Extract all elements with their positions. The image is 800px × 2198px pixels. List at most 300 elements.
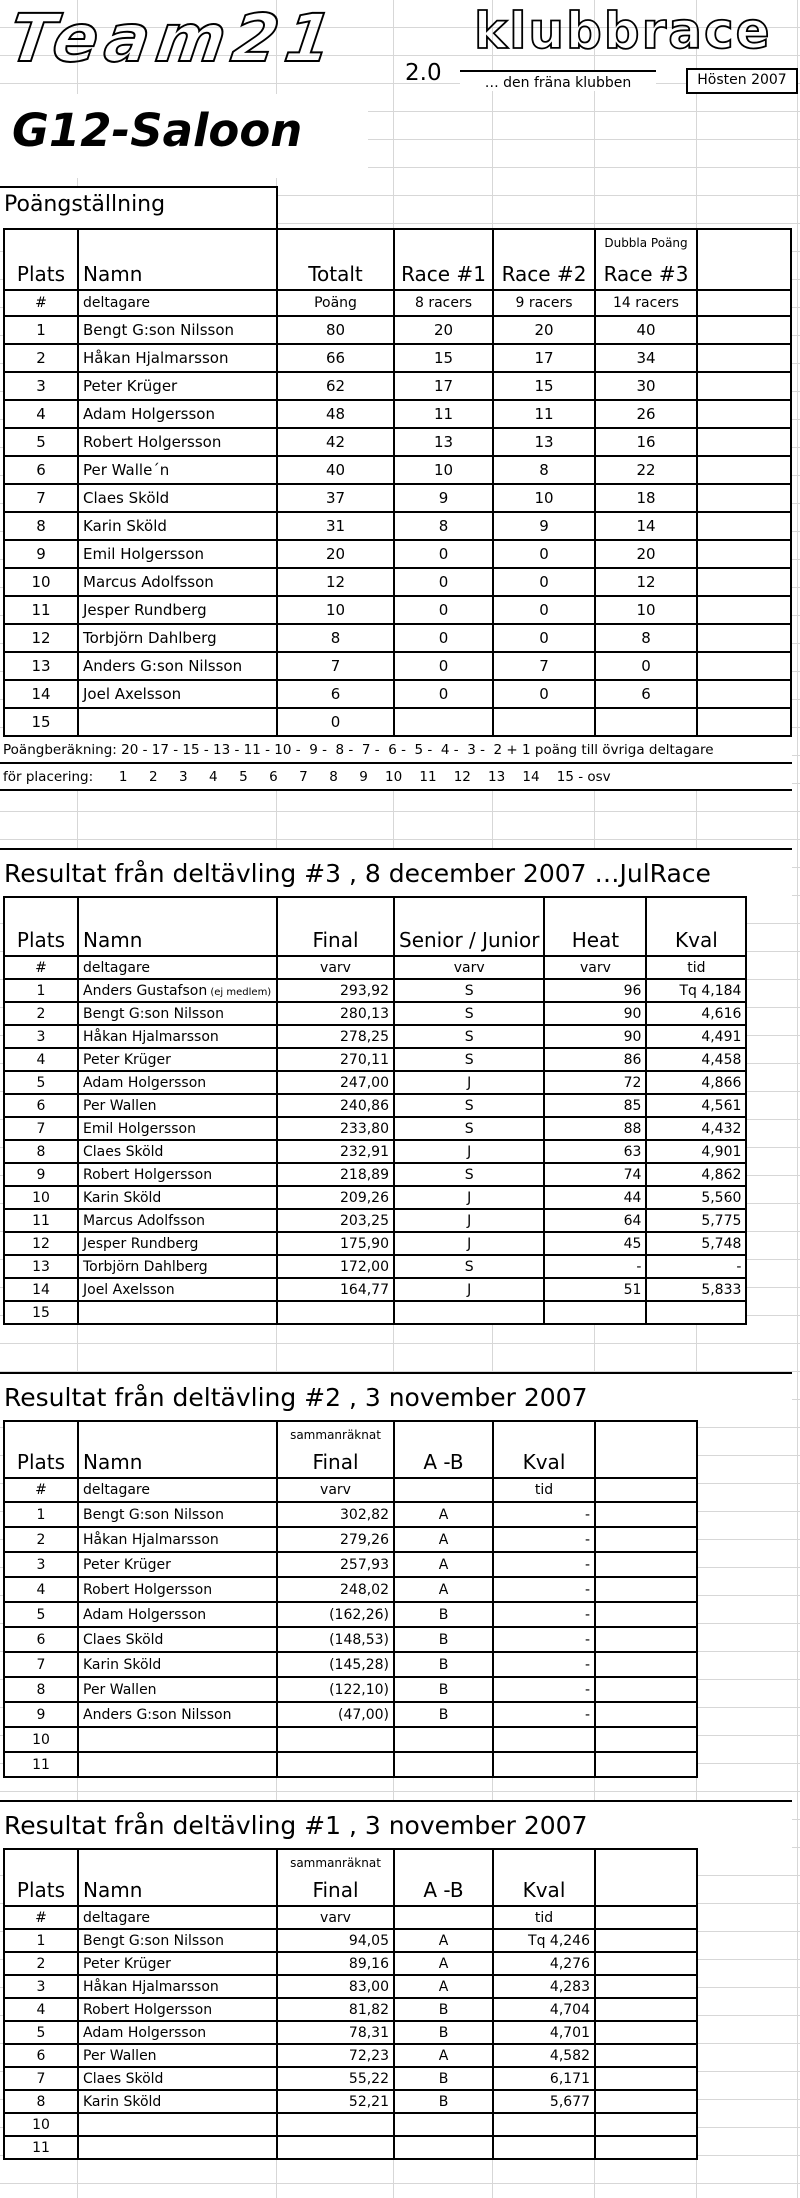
table-cell: Peter Krüger: [78, 372, 277, 400]
subheader-final: varv: [277, 1478, 394, 1502]
table-row: [4, 1752, 697, 1777]
subheader-kval: tid: [493, 1478, 595, 1502]
table-cell: 0: [493, 540, 595, 568]
subheader-namn: deltagare: [78, 290, 277, 316]
subheader-race2: 9 racers: [493, 290, 595, 316]
table-cell: 4,283: [493, 1975, 595, 1998]
table-cell: 2: [4, 344, 78, 372]
subheader-empty: [595, 1478, 697, 1502]
table-cell: [595, 1929, 697, 1952]
table-cell: Bengt G:son Nilsson: [78, 1002, 277, 1025]
table-cell: Robert Holgersson: [78, 1163, 277, 1186]
table-cell: [595, 1975, 697, 1998]
table-cell: Anders G:son Nilsson: [78, 652, 277, 680]
race3-section: [0, 848, 800, 1325]
table-cell: 209,26: [277, 1186, 394, 1209]
table-cell: 7: [4, 1652, 78, 1677]
table-cell: Peter Krüger: [78, 1048, 277, 1071]
subheader-empty: [697, 290, 791, 316]
table-cell: 37: [277, 484, 394, 512]
table-cell: [78, 1301, 277, 1324]
table-cell: Claes Sköld: [78, 1627, 277, 1652]
table-cell: 8: [277, 624, 394, 652]
table-cell: 2: [4, 1952, 78, 1975]
table-row: [4, 2136, 697, 2159]
table-cell: 81,82: [277, 1998, 394, 2021]
table-cell: 48: [277, 400, 394, 428]
table-cell: [595, 1552, 697, 1577]
table-cell: 1: [4, 316, 78, 344]
column-header-empty: [595, 1849, 697, 1906]
subheader-final: varv: [277, 1906, 394, 1929]
table-cell: [277, 1752, 394, 1777]
table-cell: [394, 1727, 493, 1752]
table-cell: 4,276: [493, 1952, 595, 1975]
table-cell: 86: [544, 1048, 646, 1071]
subheader-namn: deltagare: [78, 1906, 277, 1929]
table-cell: 1: [4, 1929, 78, 1952]
table-cell: 0: [493, 624, 595, 652]
table-cell: 240,86: [277, 1094, 394, 1117]
table-cell: 44: [544, 1186, 646, 1209]
table-cell: 8: [4, 512, 78, 540]
table-row: [4, 540, 791, 568]
table-cell: [595, 2044, 697, 2067]
table-cell: 9: [493, 512, 595, 540]
table-cell: [394, 2136, 493, 2159]
table-cell: -: [493, 1702, 595, 1727]
table-cell: A: [394, 1552, 493, 1577]
table-cell: J: [394, 1278, 544, 1301]
table-cell: [595, 2067, 697, 2090]
table-cell: 16: [595, 428, 697, 456]
table-cell: S: [394, 1094, 544, 1117]
table-cell: 88: [544, 1117, 646, 1140]
table-cell: Jesper Rundberg: [78, 596, 277, 624]
table-cell: [697, 596, 791, 624]
table-row: [4, 2021, 697, 2044]
table-cell: 0: [394, 624, 493, 652]
subheader-namn: deltagare: [78, 956, 277, 979]
table-cell: Karin Sköld: [78, 2090, 277, 2113]
table-cell: [78, 1727, 277, 1752]
column-header-namn: Namn: [78, 1849, 277, 1906]
table-cell: Håkan Hjalmarsson: [78, 344, 277, 372]
table-cell: 247,00: [277, 1071, 394, 1094]
table-cell: 4,862: [646, 1163, 746, 1186]
table-cell: 3: [4, 372, 78, 400]
table-cell: J: [394, 1209, 544, 1232]
table-cell: 8: [4, 1140, 78, 1163]
table-cell: 8: [394, 512, 493, 540]
column-header-final: sammanräknat Final: [277, 1849, 394, 1906]
table-row: [4, 1702, 697, 1727]
table-cell: 4: [4, 1577, 78, 1602]
cell-note: (ej medlem): [207, 986, 272, 998]
table-row: [4, 1652, 697, 1677]
table-cell: 9: [4, 1702, 78, 1727]
table-cell: 7: [4, 484, 78, 512]
table-row: [4, 1952, 697, 1975]
table-row: [4, 1998, 697, 2021]
table-cell: -: [493, 1502, 595, 1527]
table-cell: 6: [4, 2044, 78, 2067]
table-cell: [394, 1301, 544, 1324]
table-cell: [595, 1752, 697, 1777]
race1-body: [4, 1929, 697, 2159]
table-cell: [78, 708, 277, 736]
table-cell: [78, 2113, 277, 2136]
table-cell: 13: [4, 652, 78, 680]
table-cell: Adam Holgersson: [78, 1602, 277, 1627]
table-cell: Per Walle´n: [78, 456, 277, 484]
table-cell: Torbjörn Dahlberg: [78, 1255, 277, 1278]
table-cell: B: [394, 2090, 493, 2113]
table-cell: 4,458: [646, 1048, 746, 1071]
table-cell: Bengt G:son Nilsson: [78, 1929, 277, 1952]
scoring-footnote: Poängberäkning: 20 - 17 - 15 - 13 - 11 - 10 - 9 - 8 - 7 - 6 - 5 - 4 - 3 - 2 + 1 poäng till övriga deltagare: [0, 737, 792, 764]
table-cell: 15: [394, 344, 493, 372]
table-cell: Bengt G:son Nilsson: [78, 316, 277, 344]
table-cell: [595, 2113, 697, 2136]
table-cell: 12: [4, 1232, 78, 1255]
table-cell: [595, 1577, 697, 1602]
table-cell: 13: [493, 428, 595, 456]
table-cell: 17: [493, 344, 595, 372]
table-cell: [277, 2136, 394, 2159]
table-cell: 11: [4, 596, 78, 624]
table-cell: [277, 1301, 394, 1324]
table-cell: [595, 1952, 697, 1975]
table-cell: 72: [544, 1071, 646, 1094]
table-cell: 0: [394, 596, 493, 624]
table-cell: 5,560: [646, 1186, 746, 1209]
table-cell: [394, 2113, 493, 2136]
table-cell: 9: [4, 1163, 78, 1186]
table-row: [4, 1301, 746, 1324]
table-cell: 233,80: [277, 1117, 394, 1140]
table-cell: 278,25: [277, 1025, 394, 1048]
table-row: [4, 624, 791, 652]
table-cell: Per Wallen: [78, 2044, 277, 2067]
table-row: [4, 1278, 746, 1301]
table-cell: 4: [4, 1998, 78, 2021]
table-cell: Marcus Adolfsson: [78, 568, 277, 596]
table-cell: Claes Sköld: [78, 1140, 277, 1163]
table-cell: 3: [4, 1025, 78, 1048]
table-cell: [595, 1502, 697, 1527]
table-cell: Peter Krüger: [78, 1952, 277, 1975]
table-row: [4, 979, 746, 1002]
subheader-kval: tid: [493, 1906, 595, 1929]
standings-body: [4, 316, 791, 736]
table-cell: 280,13: [277, 1002, 394, 1025]
table-cell: S: [394, 1048, 544, 1071]
table-row: [4, 1209, 746, 1232]
table-cell: 203,25: [277, 1209, 394, 1232]
table-cell: [697, 708, 791, 736]
table-cell: [595, 2136, 697, 2159]
table-cell: 83,00: [277, 1975, 394, 1998]
table-cell: [697, 540, 791, 568]
klubbrace-logo: klubbrace: [474, 2, 772, 60]
column-header-plats: Plats: [4, 897, 78, 956]
table-cell: B: [394, 2067, 493, 2090]
table-cell: Claes Sköld: [78, 2067, 277, 2090]
race1-title: Resultat från deltävling #1 , 3 november 2007: [0, 1800, 792, 1848]
table-cell: Håkan Hjalmarsson: [78, 1975, 277, 1998]
table-cell: 4,582: [493, 2044, 595, 2067]
table-cell: 62: [277, 372, 394, 400]
table-cell: 5,748: [646, 1232, 746, 1255]
table-cell: 5,677: [493, 2090, 595, 2113]
table-cell: [595, 1998, 697, 2021]
table-cell: 6: [4, 1627, 78, 1652]
table-cell: 20: [277, 540, 394, 568]
table-cell: 94,05: [277, 1929, 394, 1952]
column-header-race1: Race #1: [394, 229, 493, 290]
table-cell: A: [394, 1929, 493, 1952]
table-row: [4, 680, 791, 708]
table-cell: 232,91: [277, 1140, 394, 1163]
race2-title: Resultat från deltävling #2 , 3 november 2007: [0, 1372, 792, 1420]
race2-table: [3, 1420, 698, 1778]
table-cell: Marcus Adolfsson: [78, 1209, 277, 1232]
table-cell: 6: [277, 680, 394, 708]
table-row: [4, 456, 791, 484]
table-row: [4, 2067, 697, 2090]
column-header-heat: Heat: [544, 897, 646, 956]
table-cell: 4,561: [646, 1094, 746, 1117]
table-cell: A: [394, 2044, 493, 2067]
table-cell: 175,90: [277, 1232, 394, 1255]
table-cell: 10: [4, 568, 78, 596]
table-cell: 4,616: [646, 1002, 746, 1025]
table-row: [4, 1094, 746, 1117]
table-cell: -: [493, 1552, 595, 1577]
table-row: [4, 1025, 746, 1048]
table-cell: Emil Holgersson: [78, 540, 277, 568]
table-row: [4, 1527, 697, 1552]
table-cell: 64: [544, 1209, 646, 1232]
table-cell: [493, 1727, 595, 1752]
table-row: [4, 316, 791, 344]
table-cell: 5: [4, 1071, 78, 1094]
table-row: [4, 1186, 746, 1209]
table-cell: 0: [493, 680, 595, 708]
table-cell: 7: [493, 652, 595, 680]
subheader-plats: #: [4, 290, 78, 316]
table-cell: 45: [544, 1232, 646, 1255]
table-cell: [697, 484, 791, 512]
table-cell: 13: [4, 1255, 78, 1278]
subheader-kval: tid: [646, 956, 746, 979]
table-cell: Karin Sköld: [78, 1652, 277, 1677]
subheader-ab: [394, 1478, 493, 1502]
table-cell: J: [394, 1232, 544, 1255]
table-cell: 7: [4, 1117, 78, 1140]
table-cell: Adam Holgersson: [78, 1071, 277, 1094]
column-header-kval: Kval: [646, 897, 746, 956]
table-cell: 18: [595, 484, 697, 512]
table-cell: 14: [4, 1278, 78, 1301]
standings-heading: Poängställning: [0, 186, 278, 228]
table-cell: 12: [4, 624, 78, 652]
table-cell: [394, 708, 493, 736]
column-header-kval: Kval: [493, 1849, 595, 1906]
table-cell: 9: [4, 540, 78, 568]
table-cell: [697, 652, 791, 680]
table-cell: 4,866: [646, 1071, 746, 1094]
table-cell: 11: [4, 1752, 78, 1777]
race1-table: [3, 1848, 698, 2160]
table-cell: 6,171: [493, 2067, 595, 2090]
standings-table: [3, 228, 792, 737]
page-title: G12-Saloon: [0, 94, 368, 178]
table-cell: 0: [595, 652, 697, 680]
table-row: [4, 1727, 697, 1752]
table-cell: 10: [4, 1727, 78, 1752]
table-cell: 40: [595, 316, 697, 344]
table-cell: 30: [595, 372, 697, 400]
table-cell: [78, 2136, 277, 2159]
table-cell: [697, 624, 791, 652]
table-cell: 15: [4, 1301, 78, 1324]
table-cell: 42: [277, 428, 394, 456]
table-cell: 34: [595, 344, 697, 372]
table-cell: Per Wallen: [78, 1094, 277, 1117]
table-row: [4, 1677, 697, 1702]
table-cell: 0: [394, 540, 493, 568]
table-cell: [544, 1301, 646, 1324]
table-cell: 8: [595, 624, 697, 652]
table-cell: Robert Holgersson: [78, 1577, 277, 1602]
table-cell: 279,26: [277, 1527, 394, 1552]
double-points-note: Dubbla Poäng: [604, 236, 688, 250]
table-cell: 4,701: [493, 2021, 595, 2044]
table-cell: 10: [493, 484, 595, 512]
table-cell: 26: [595, 400, 697, 428]
race3-body: [4, 979, 746, 1324]
table-cell: -: [493, 1577, 595, 1602]
subheader-plats: #: [4, 956, 78, 979]
table-cell: S: [394, 1163, 544, 1186]
table-cell: 3: [4, 1975, 78, 1998]
table-cell: [595, 2090, 697, 2113]
table-cell: S: [394, 1002, 544, 1025]
table-cell: J: [394, 1071, 544, 1094]
table-cell: 2: [4, 1002, 78, 1025]
table-cell: A: [394, 1952, 493, 1975]
column-header-ab: A -B: [394, 1849, 493, 1906]
table-cell: 78,31: [277, 2021, 394, 2044]
race1-section: [0, 1800, 800, 2160]
table-cell: Adam Holgersson: [78, 400, 277, 428]
table-cell: [697, 400, 791, 428]
table-cell: 4,491: [646, 1025, 746, 1048]
table-cell: 4,901: [646, 1140, 746, 1163]
table-cell: 89,16: [277, 1952, 394, 1975]
table-row: [4, 484, 791, 512]
table-cell: 4,704: [493, 1998, 595, 2021]
table-row: [4, 2113, 697, 2136]
table-cell: 11: [394, 400, 493, 428]
table-cell: 40: [277, 456, 394, 484]
table-cell: [646, 1301, 746, 1324]
table-cell: 9: [394, 484, 493, 512]
table-cell: [697, 568, 791, 596]
subheader-heat: varv: [544, 956, 646, 979]
subheader-final: varv: [277, 956, 394, 979]
table-cell: S: [394, 1025, 544, 1048]
version-number: 2.0: [405, 60, 442, 86]
table-cell: Claes Sköld: [78, 484, 277, 512]
table-cell: 90: [544, 1025, 646, 1048]
table-cell: -: [493, 1527, 595, 1552]
table-cell: 11: [493, 400, 595, 428]
table-cell: [595, 2021, 697, 2044]
column-header-race3: Dubbla Poäng Race #3: [595, 229, 697, 290]
table-row: [4, 1071, 746, 1094]
table-cell: [277, 1727, 394, 1752]
table-cell: B: [394, 2021, 493, 2044]
column-header-ab: A -B: [394, 1421, 493, 1478]
table-row: [4, 1048, 746, 1071]
table-cell: -: [646, 1255, 746, 1278]
table-cell: -: [493, 1602, 595, 1627]
table-cell: [493, 2113, 595, 2136]
table-cell: 11: [4, 2136, 78, 2159]
table-cell: Anders G:son Nilsson: [78, 1702, 277, 1727]
race3-title: Resultat från deltävling #3 , 8 december 2007 …JulRace: [0, 848, 792, 896]
table-cell: [697, 372, 791, 400]
table-row: [4, 1602, 697, 1627]
standings-section: [0, 228, 800, 791]
table-cell: 7: [277, 652, 394, 680]
table-row: [4, 708, 791, 736]
season-badge: Hösten 2007: [686, 68, 798, 94]
table-cell: [697, 316, 791, 344]
table-cell: 11: [4, 1209, 78, 1232]
table-cell: (47,00): [277, 1702, 394, 1727]
table-row: [4, 2090, 697, 2113]
table-cell: [697, 512, 791, 540]
table-cell: 51: [544, 1278, 646, 1301]
table-cell: (148,53): [277, 1627, 394, 1652]
table-cell: 20: [493, 316, 595, 344]
table-cell: Håkan Hjalmarsson: [78, 1025, 277, 1048]
table-cell: [493, 2136, 595, 2159]
table-cell: 6: [4, 1094, 78, 1117]
table-row: [4, 1577, 697, 1602]
table-cell: 0: [493, 568, 595, 596]
table-cell: J: [394, 1140, 544, 1163]
column-header-plats: Plats: [4, 229, 78, 290]
table-row: [4, 1232, 746, 1255]
table-cell: 5,775: [646, 1209, 746, 1232]
table-cell: 164,77: [277, 1278, 394, 1301]
table-cell: 270,11: [277, 1048, 394, 1071]
table-cell: 4: [4, 1048, 78, 1071]
table-cell: 55,22: [277, 2067, 394, 2090]
table-cell: 5: [4, 428, 78, 456]
table-cell: -: [493, 1627, 595, 1652]
table-cell: 0: [394, 568, 493, 596]
table-cell: 10: [394, 456, 493, 484]
table-cell: 5: [4, 2021, 78, 2044]
subheader-plats: #: [4, 1906, 78, 1929]
table-cell: 5,833: [646, 1278, 746, 1301]
